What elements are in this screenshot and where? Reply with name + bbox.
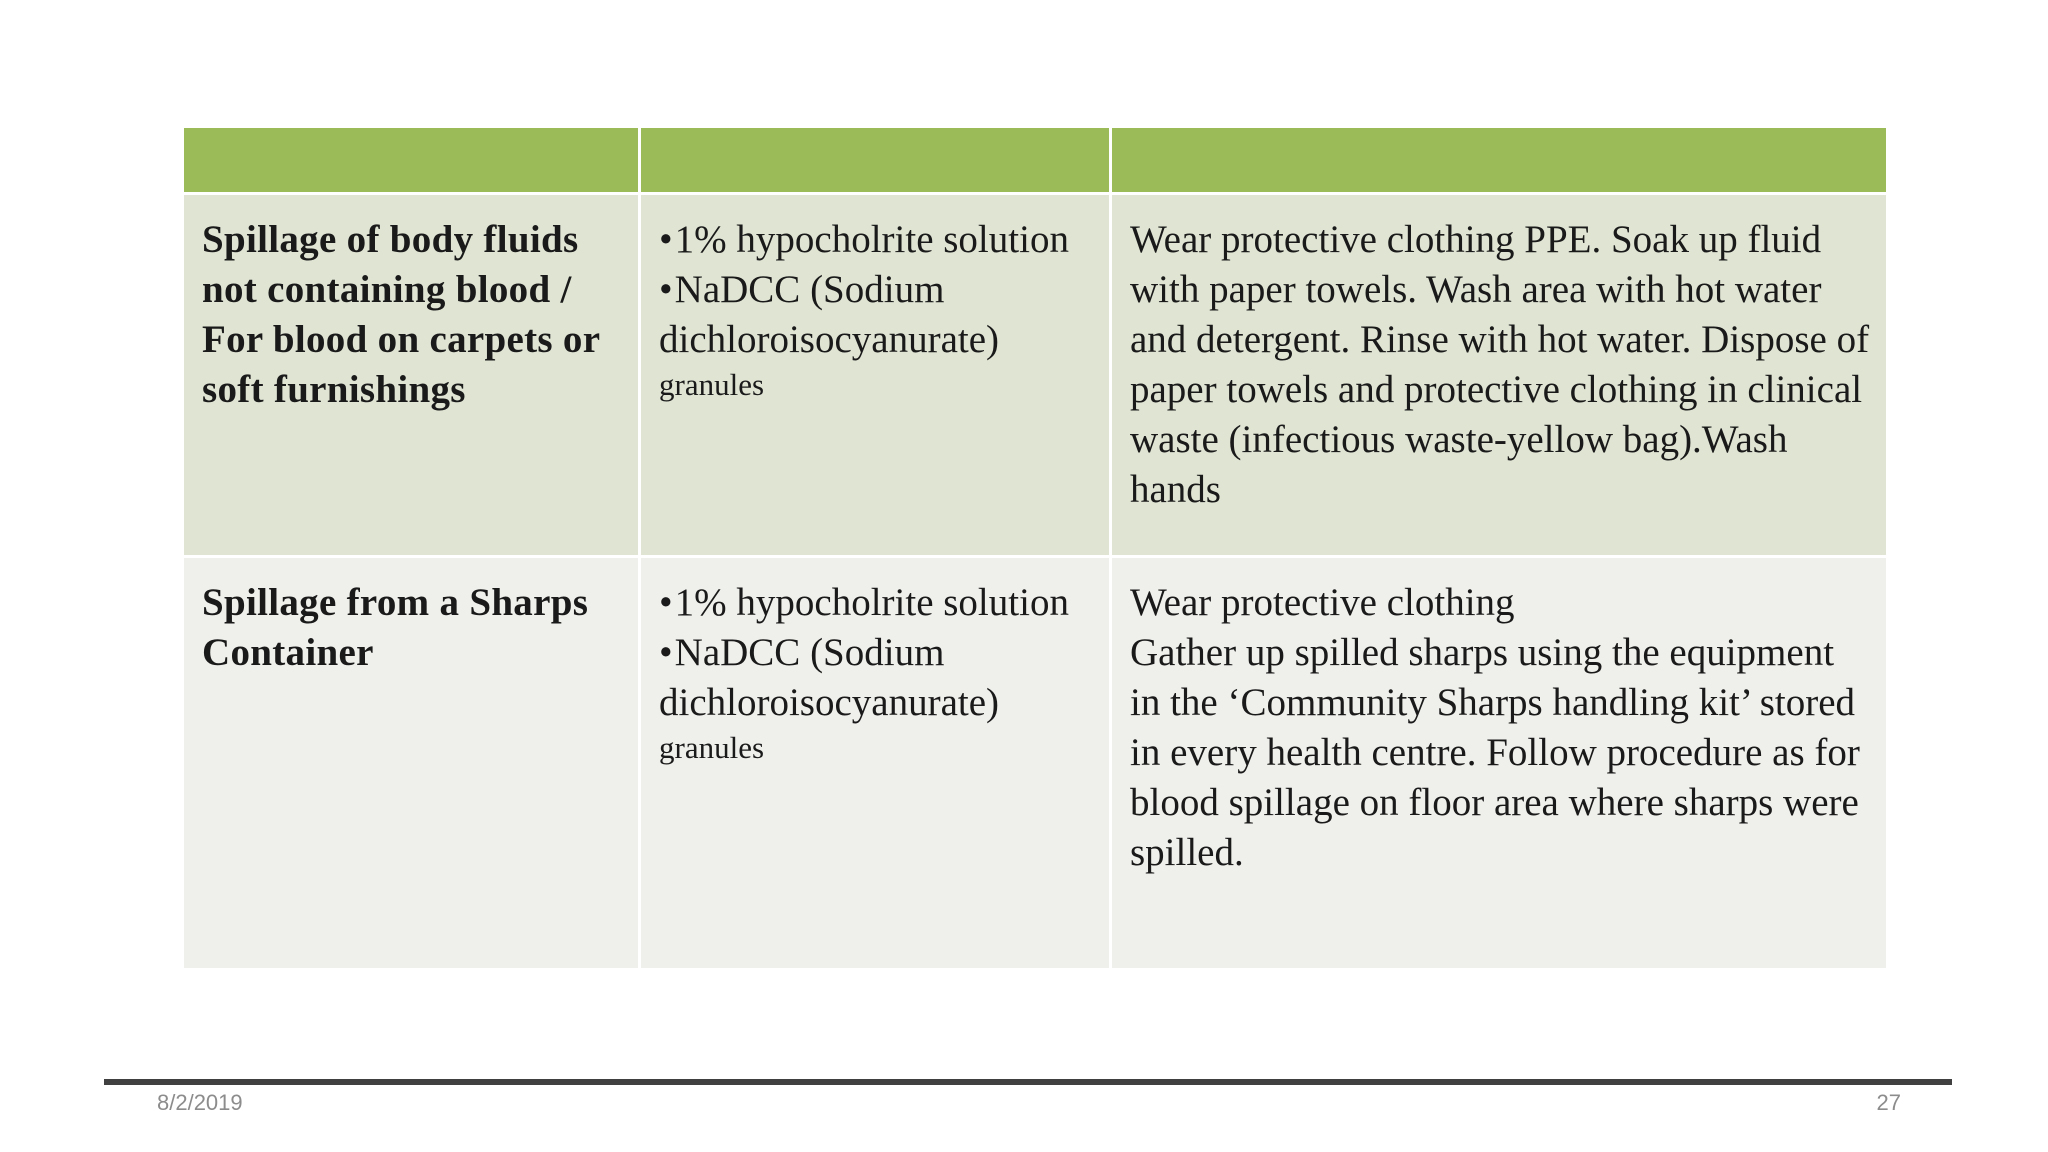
table-header-cell-3 <box>1112 128 1886 192</box>
disinfectant-cell <box>641 195 1109 555</box>
spillage-table <box>184 128 1886 968</box>
bullet-icon: • <box>659 268 673 311</box>
disinfectant-item <box>659 578 1097 628</box>
disinfectant-form: granules <box>659 367 765 402</box>
bullet-icon: • <box>659 218 673 261</box>
disinfectant-form: granules <box>659 730 765 765</box>
disinfectant-text: 1% hypocholrite solution <box>674 218 1069 261</box>
disinfectant-item <box>659 265 1097 365</box>
bullet-icon: • <box>659 631 673 674</box>
procedure-cell <box>1112 558 1886 968</box>
disinfectant-text: NaDCC (Sodium dichloroisocyanurate) <box>659 631 1000 724</box>
disinfectant-text: NaDCC (Sodium dichloroisocyanurate) <box>659 268 1000 361</box>
bullet-icon: • <box>659 581 673 624</box>
spillage-type-cell: Spillage of body fluids not containing blood / For blood on carpets or soft furnishings <box>184 195 638 555</box>
disinfectant-item <box>659 215 1097 265</box>
table-header-cell-1 <box>184 128 638 192</box>
disinfectant-item <box>659 628 1097 728</box>
slide-number: 27 <box>1876 1090 1901 1115</box>
spillage-type-cell: Spillage from a Sharps Container <box>184 558 638 968</box>
procedure-line: Gather up spilled sharps using the equipment in the ‘Community Sharps handling kit’ stored in every health centre. Follow procedure as for blood spillage on floor area where sharps were spilled. <box>1130 631 1860 874</box>
procedure-line: Wear protective clothing <box>1130 581 1515 624</box>
disinfectant-cell <box>641 558 1109 968</box>
procedure-cell: Wear protective clothing PPE. Soak up fluid with paper towels. Wash area with hot water and detergent. Rinse with hot water. Dispose of paper towels and protective clothing in clinical waste (infectious waste-yellow bag).Wash hands <box>1112 195 1886 555</box>
footer-divider <box>104 1079 1952 1085</box>
disinfectant-text: 1% hypocholrite solution <box>674 581 1069 624</box>
footer-date: 8/2/2019 <box>157 1090 243 1115</box>
table-header-cell-2 <box>641 128 1109 192</box>
